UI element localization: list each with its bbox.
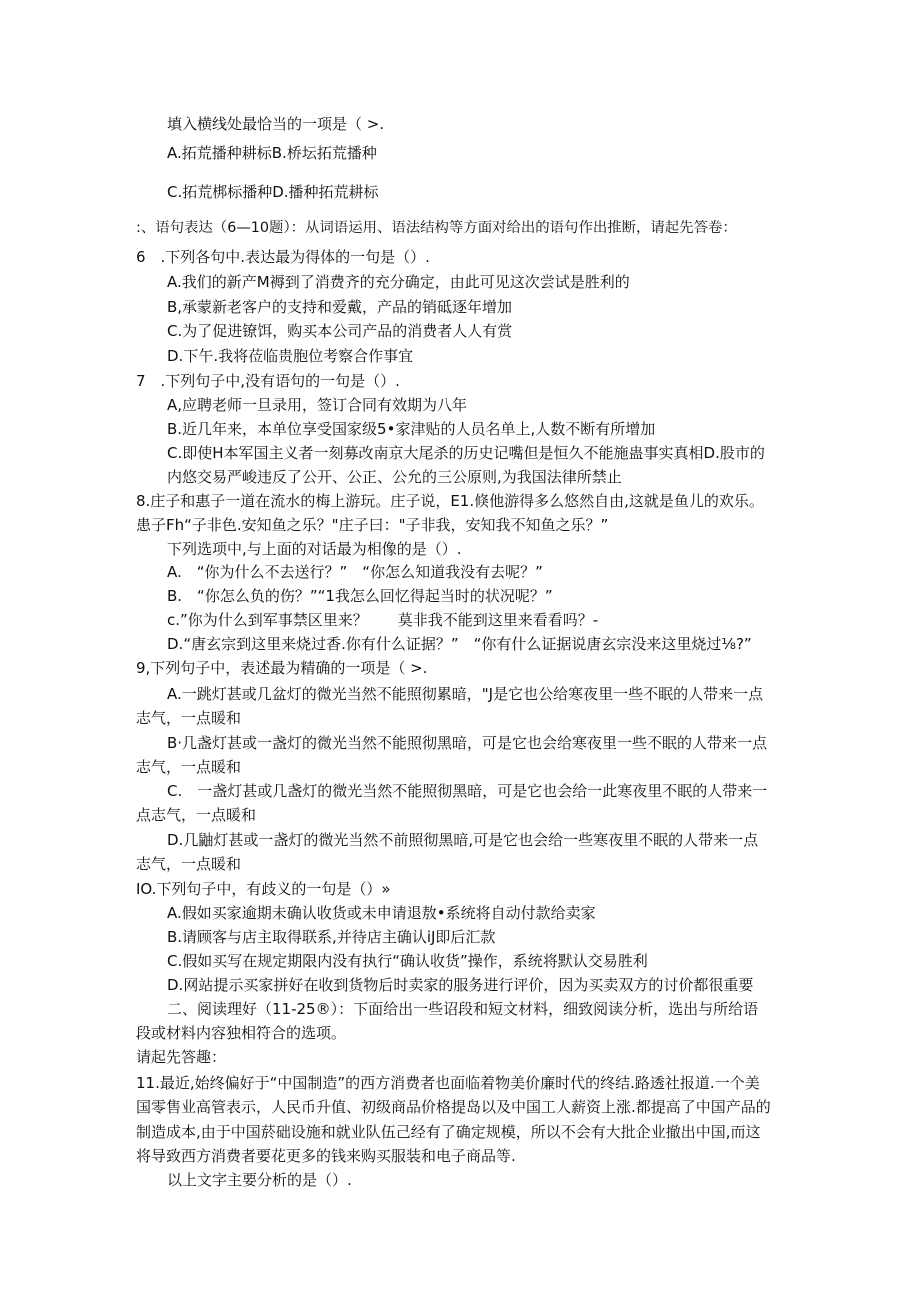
option-line: B.近几年来，本单位享受国家级5•家津贴的人员名单上,人数不断有所增加 xyxy=(167,420,656,438)
option-line: c.”你为什么到军事禁区里来？ 莫非我不能到这里来看看吗？- xyxy=(167,611,599,629)
option-line: C. 一盏灯甚或几盏灯的微光当然不能照彻黑暗，可是它也会给一此寒夜里不眠的人带来一 xyxy=(167,782,768,800)
passage-line: 国零售业高管表示，人民币升值、初级商品价格提岛以及中国工人薪资上涨.都提高了中国产品的 xyxy=(136,1098,771,1116)
question-stem: 以上文字主要分析的是（）. xyxy=(167,1171,352,1189)
question-stem: 患子Fh“子非色.安知鱼之乐？"庄子曰："子非我，安知我不知鱼之乐？” xyxy=(136,516,609,534)
option-line: A.假如买家逾期未确认收货或未申请退敖•系统将自动付款给卖家 xyxy=(167,904,596,922)
question-stem: 7 .下列句子中,没有语句的一句是（）. xyxy=(136,372,400,390)
option-line: C.即使H本军国主义者一刻募改南京大尾杀的历史记嘴但是恒久不能施蛊事实真相D.股市的 xyxy=(167,444,765,462)
option-line: 志气，一点暖和 xyxy=(136,709,242,727)
passage-line: 11.最近,始终偏好于“中国制造”的西方消费者也面临着物美价廉时代的终结.路透社报道.一个美 xyxy=(136,1074,760,1092)
option-line: B·几盏灯甚或一盏灯的微光当然不能照彻黑暗，可是它也会给寒夜里一些不眠的人带来一点 xyxy=(167,734,768,752)
option-line: C.为了促进镣饵，购买本公司产品的消费者人人有赏 xyxy=(167,322,513,340)
question-stem: 6 .下列各句中.表达最为得体的一句是（）. xyxy=(136,248,430,266)
option-line: D.几鼬灯甚或一盏灯的微光当然不前照彻黑暗,可是它也会给一些寒夜里不眠的人带来一点 xyxy=(167,831,759,849)
option-line: C.假如买写在规定期限内没有执行“确认收货”操作，系统将默认交易胜利 xyxy=(167,952,648,970)
section-heading: :、语句表达（6—10题）：从词语运用、语法结构等方面对给出的语句作出推断，请起先答卷： xyxy=(136,220,737,236)
question-stem: 9,下列句子中，表述最为精确的一项是（ >. xyxy=(136,659,428,677)
option-line: D.下午.我将莅临贵胞位考察合作事宜 xyxy=(167,347,414,365)
section-heading: 请起先答趣： xyxy=(136,1048,227,1066)
question-stem: IO.下列句子中，有歧义的一句是（）» xyxy=(136,880,391,898)
option-line: 志气，一点暖和 xyxy=(136,758,242,776)
option-line: D.网站提示买家拼好在收到货物后时卖家的服务进行评价，因为买卖双方的讨价都很重要 xyxy=(167,976,754,994)
option-line: B,承蒙新老客户的支持和爱戴，产品的销砥逐年增加 xyxy=(167,298,513,316)
option-line: B. “你怎么负的伤？”“1我怎么回忆得起当时的状况呢？” xyxy=(167,587,553,605)
question-stem: 下列选项中,与上面的对话最为相像的是（）. xyxy=(167,540,462,558)
option-line: B.请顾客与店主取得联系,并待店主确认iJ即后汇款 xyxy=(167,928,496,946)
option-line: D.“唐玄宗到这里来烧过香.你有什么证据？” “你有什么证据说唐玄宗没来这里烧过⅛?” xyxy=(167,635,752,653)
question-stem: 8.庄子和惠子一道在流水的梅上游玩。庄子说，E1.倏他游得多么悠然自由,这就是鱼儿的欢乐。 xyxy=(136,492,764,510)
option-line: 志气，一点暖和 xyxy=(136,855,242,873)
option-line: A.一跳灯甚或几盆灯的微光当然不能照彻累暗，"J是它也公给寒夜里一些不眠的人带来一点 xyxy=(167,685,764,703)
section-heading: 二、阅读理好（11-25®）：下面给出一些诏段和短文材料，细致阅读分析，选出与所给语 xyxy=(167,1000,759,1018)
option-line: C.拓荒梆标播种D.播种拓荒耕标 xyxy=(167,183,379,201)
option-line: 内悠交易严峻违反了公开、公正、公允的三公原则,为我国法律所禁止 xyxy=(167,468,622,486)
option-line: 点志气，一点暖和 xyxy=(136,806,257,824)
option-line: A.拓荒播种耕标B.桥坛拓荒播种 xyxy=(167,144,377,162)
option-line: A. “你为什么不去送行？” “你怎么知道我没有去呢？” xyxy=(167,563,543,581)
passage-line: 制造成本,由于中国菸础设施和就业队伍己经有了确定规模，所以不会有大批企业撤出中国,而这 xyxy=(136,1123,761,1141)
passage-line: 将导致西方消费者要花更多的钱来购买服装和电子商品等. xyxy=(136,1147,516,1165)
option-line: A.我们的新产M褥到了消费齐的充分确定，由此可见这次尝试是胜利的 xyxy=(167,273,630,291)
section-heading: 段或材料内容独相符合的选项。 xyxy=(136,1024,347,1042)
option-line: A,应聘老师一旦录用，签订合同有效期为八年 xyxy=(167,396,468,414)
question-stem: 填入横线处最恰当的一项是（ >. xyxy=(167,115,385,133)
